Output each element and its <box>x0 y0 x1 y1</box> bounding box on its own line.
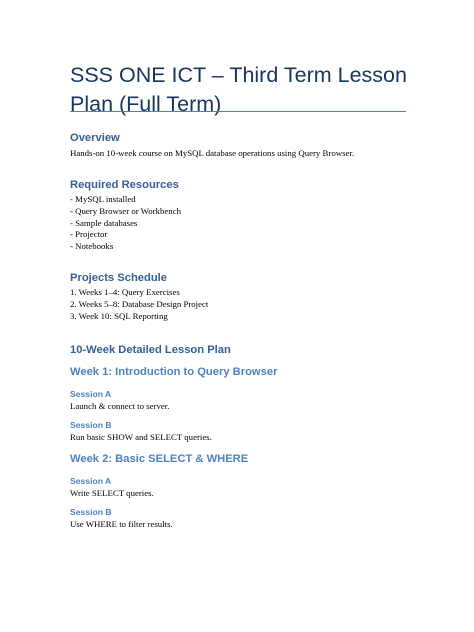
list-item: - Query Browser or Workbench <box>70 205 182 216</box>
list-item: - Notebooks <box>70 241 114 252</box>
projects-list <box>70 287 208 322</box>
week-2-session-b-text: Use WHERE to filter results. <box>70 519 173 529</box>
projects-heading: Projects Schedule <box>70 272 167 284</box>
overview-heading: Overview <box>70 132 120 144</box>
week-2-session-a-text: Write SELECT queries. <box>70 488 154 498</box>
week-2-session-b-label: Session B <box>70 507 112 517</box>
list-item: - Sample databases <box>70 217 138 228</box>
week-1-session-b-text: Run basic SHOW and SELECT queries. <box>70 432 212 442</box>
title-underline-rule <box>70 111 406 112</box>
week-1-session-a-label: Session A <box>70 389 112 399</box>
list-item: - MySQL installed <box>70 194 136 204</box>
week-1-heading: Week 1: Introduction to Query Browser <box>70 366 278 378</box>
week-2-session-a-label: Session A <box>70 476 112 486</box>
week-1-session-a-text: Launch & connect to server. <box>70 401 170 411</box>
resources-heading: Required Resources <box>70 179 179 191</box>
overview-text: Hands-on 10-week course on MySQL database operations using Query Browser. <box>70 148 355 158</box>
week-1-session-b-label: Session B <box>70 420 112 430</box>
week-2-heading: Week 2: Basic SELECT & WHERE <box>70 453 249 465</box>
resources-list <box>70 194 181 253</box>
list-item: 1. Weeks 1–4: Query Exercises <box>70 287 180 297</box>
document-title: SSS ONE ICT – Third Term Lesson Plan (Full Term) <box>70 63 407 116</box>
list-item: 3. Week 10: SQL Reporting <box>70 310 168 321</box>
lesson-plan-heading: 10-Week Detailed Lesson Plan <box>70 344 231 356</box>
list-item: - Projector <box>70 229 108 240</box>
list-item: 2. Weeks 5–8: Database Design Project <box>70 298 209 309</box>
